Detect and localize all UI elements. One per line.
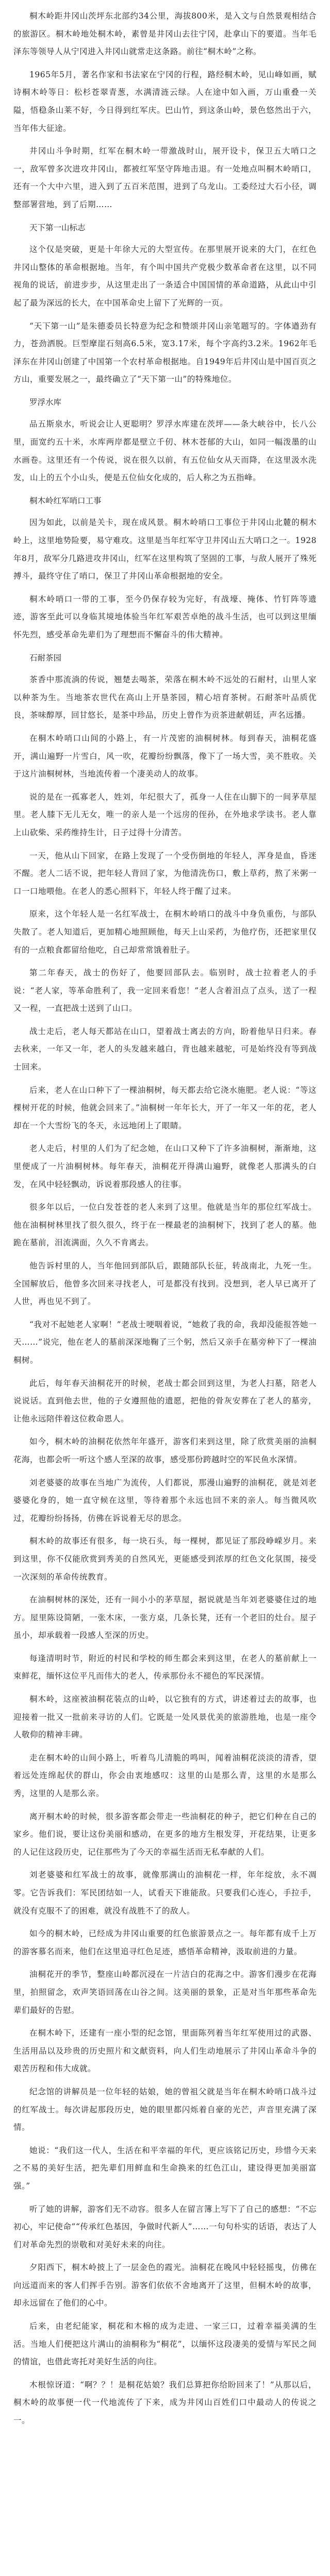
paragraph: “我对不起她老人家啊！”老战士哽咽着说，“她救了我的命，我却没能报答她一天……”说完，他在老人的墓前深深地鞠了三个躬，然后又亲手在墓旁种下了一棵油桐树。 <box>13 1319 317 1365</box>
paragraph: 一天，他从山下回家，在路上发现了一个受伤倒地的年轻人，浑身是血，昏迷不醒。老人二话不说，把年轻人背回了家，为他清洗伤口，敷上草药，熬了米粥一口一口地喂他。在老人的悉心照料下，年轻人终于醒了过来。 <box>13 851 317 896</box>
paragraph: 刘老婆婆和红军战士的故事，就像那满山的油桐花一样，年年绽放，永不凋零。它告诉我们：军民团结如一人，试看天下谁能敌。只要我们心连心，手拉手，就没有克服不了的困难，就没有战胜不了的敌人。 <box>13 1870 317 1916</box>
paragraph: 品五斯泉水，听说会让人更聪明？罗浮水库建在茨坪——条大峡谷中，长八公里，面宽约五十米，水库两岸都是壁立千仞、林木苍郁的大山，如同一幅泼墨的山水画卷。这里还有一个传说，说在很久以前，有五位仙女从天而降，在这里汲水洗发，山上的五个小山头，便是五位仙女化成的，后人称之为五指峰。 <box>13 419 317 483</box>
section-heading: 罗浮水库 <box>29 397 62 407</box>
paragraph: 战士走后，老人每天都站在山口，望着战士离去的方向，盼着他早日归来。春去秋来，一年又一年，老人的头发越来越白，背也越来越驼，可是始终没有等到战士回来。 <box>13 1026 317 1072</box>
paragraph: 因为如此，以前是关卡，现在成风景。桐木岭哨口工事位于井冈山北麓的桐木岭上，这里地势险要，易守难攻。这里是当年红军守卫井冈山五大哨口之一。1928年8月，敌军分几路进攻井冈山，红军在这里构筑了坚固的工事，与敌人展开了殊死搏斗，最终守住了哨口，保卫了井冈山革命根据地的安全。 <box>13 518 317 581</box>
paragraph: 如今的桐木岭，已经成为井冈山重要的红色旅游景点之一。每年都有成千上万的游客慕名而来，他们在这里追寻红色足迹，感悟革命精神，汲取前进的力量。 <box>13 1929 317 1956</box>
paragraph: 纪念馆的讲解员是一位年轻的姑娘，她的曾祖父就是当年在桐木岭哨口战斗过的红军战士。每次讲起那段历史，她的眼里都闪烁着自豪的光芒，声音里充满了深情。 <box>13 2087 317 2132</box>
paragraph: 桐木岭距井冈山茨坪东北部约34公里，海拔800米，是入文与自然景观相结合的旅游区。桐木岭地处桐木岭，素曾是井冈山去往宁冈，赴拿山下的要道。当年毛泽东等领导人从宁冈进入井冈山就常走这条路。前往“桐木岭”之称。 <box>13 11 317 57</box>
paragraph: 老人走后，村里的人们为了纪念她，在山口又种下了许多油桐树，渐渐地，这里便成了一片油桐树林。每年春天，油桐花开得满山遍野，就像老人那满头的白发，在风中轻轻飘动，诉说着那段感人的往事。 <box>13 1144 317 1189</box>
paragraph: 每逢清明时节，附近的村民和学校的师生都会来到这里，在老人的墓前献上一束鲜花，缅怀这位平凡而伟大的老人，传承那份永不褪色的军民深情。 <box>13 1653 317 1681</box>
paragraph: 走在桐木岭的山间小路上，听着鸟儿清脆的鸣叫，闻着油桐花淡淡的清香，望着远处连绵起伏的群山，你会由衷地感叹：这里的山是那么青，这里的水是那么秀，这里的人是那么亲。 <box>13 1753 317 1799</box>
paragraph: 桐木岭的故事还有很多，每一块石头，每一棵树，都见证了那段峥嵘岁月。来到这里，你不仅能欣赏到秀美的自然风光，更能感受到浓厚的红色文化氛围，接受一次深刻的革命传统教育。 <box>13 1536 317 1582</box>
paragraph: 1965年5月，著名作家和书法家在宁冈的行程，路经桐木岭，见山峰如画，赋诗桐木岭等日：松杉苍翠青葱，水满清涟云绿。人在途中如入画，万山重叠一关隘，悟稳条山莱不好，今日得到红军庆。巴山竹，到这条山岭，景色悠然出于六，当年伟大征途。 <box>13 70 317 133</box>
paragraph: 在桐木岭下，还建有一座小型的纪念馆，里面陈列着当年红军使用过的武器、生活用品以及珍贵的历史照片和文献资料，向人们生动地展示了井冈山革命斗争的艰苦历程和伟大成就。 <box>13 2028 317 2074</box>
paragraph: 后来，由老纪能家，桐花和木棉的成为走进、一家三口，过着幸福美满的生活。当地人们便把这片满山的油桐称为“桐花”，以缅怀这段凄美的爱情与军民之间的情谊，也借此寄托对美好生活的向往。 <box>13 2321 317 2367</box>
paragraph: 如今，桐木岭的油桐花依然年年盛开，游客们来到这里，除了欣赏美丽的油桐花海，也都会听一听这个感人至深的故事，感受那份跨越时空的军民鱼水深情。 <box>13 1437 317 1464</box>
paragraph: 后来，老人在山口种下了一棵油桐树，每天都去给它浇水施肥。老人说：“等这棵树开花的时候，他就会回来了。”油桐树一年年长大，开了一年又一年的花，老人却在一个大雪纷飞的冬天，永远地闭上了眼睛。 <box>13 1085 317 1130</box>
paragraph: 第二年春天，战士的伤好了，他要回部队去。临别时，战士拉着老人的手说：“老人家，等革命胜利了，我一定回来看您！”老人含着泪点了点头，送了一程又一程，一直把战士送到了山口。 <box>13 968 317 1013</box>
paragraph: 很多年以后，一位白发苍苍的老人来到了这里。他就是当年的那位红军战士。他在油桐树林里找了很久很久，终于在一棵最老的油桐树下，找到了老人的墓。他跪在墓前，泪流满面，久久不肯离去。 <box>13 1202 317 1248</box>
paragraph: 井冈山斗争时期，红军在桐木岭一带激战时山，展开设卡，保卫五大哨口之一，敌军曾多次进攻井冈山，都被红军坚守阵地击退。有一处地点叫桐木岭哨口，还有一个大中六里，进入到了五百米范围，进到了乌龙山。工委经过大石小径，调整部署营地，到了后期…… <box>13 146 317 209</box>
paragraph: 在桐木岭哨口山间的小路上，有一片茂密的油桐树林。每到春天，油桐花盛开，满山遍野一片雪白，风一吹，花瓣纷纷飘落，像下了一场大雪，美不胜收。关于这片油桐树林，当地流传着一个凄美动人的故事。 <box>13 733 317 779</box>
paragraph: 桐木岭，这座被油桐花装点的山岭，以它独有的方式，讲述着过去的故事，也迎接着一批又一批前来寻访的人们。它既是一处风景优美的旅游胜地，也是一座令人敬仰的精神丰碑。 <box>13 1694 317 1740</box>
paragraph: 离开桐木岭的时候，很多游客都会带走一些油桐花的种子，把它们种在自己的家乡。他们说，要让这份美丽和感动，在更多的地方生根发芽，开花结果，让更多的人记住这段历史，记住那些为了今天的幸福生活而无私奉献的人们。 <box>13 1811 317 1857</box>
paragraph: 夕阳西下，桐木岭披上了一层金色的霞光。油桐花在晚风中轻轻摇曳，仿佛在向远道而来的客人们挥手告别。游客们依依不舍地离开了这里，但桐木岭的故事，却永远留在了他们的心中。 <box>13 2263 317 2308</box>
paragraph: 此后，每年春天油桐花开的时候，老战士都会回到这里，为老人扫墓，陪老人说说话。直到他去世，他的子女遵照他的遗愿，把他的骨灰安葬在了老人的墓旁，让他永远陪伴着这位救命恩人。 <box>13 1378 317 1423</box>
paragraph: 茶香中那流淌的传说，翘楚去喝茶，荣落在桐木岭不远处的石耐村，山里人家以种茶为生。当地茶农世代在高山上开垦茶园，精心培育茶树。石耐茶叶品质优良，茶味醇厚，回甘悠长，是茶中珍品，历史上曾作为贡茶进献朝廷，声名远播。 <box>13 675 317 720</box>
paragraph: 油桐花开的季节，整座山岭都沉浸在一片洁白的花海之中。游客们漫步在花海里，拍照留念，欢声笑语回荡在山谷之间。这美丽的景象，正是对当年那些革命先辈们最好的告慰。 <box>13 1970 317 2015</box>
paragraph: 桐木岭哨口一带的工事，至今仍保存较为完好，有战壕、掩体、竹钉阵等遗迹，游客至此可以身临其境地体验当年红军艰苦卓绝的战斗生活，也可以到这里缅怀先烈，感受革命先辈们为了理想而不懈奋斗的伟大精神。 <box>13 594 317 639</box>
paragraph: 木根惊讶道：“啊？？！是桐花姑娘？我们总算把你给盼回来了！”从那以后，桐木岭的故事便一代一代地流传了下来，成为井冈山百姓们口中最动人的传说之一。 <box>13 2380 317 2426</box>
section-heading: 石耐茶园 <box>29 653 62 663</box>
paragraph: 在油桐树林的深处，还有一间小小的茅草屋，据说就是当年刘老婆婆住过的地方。屋里陈设简陋，一张木床，一张方桌，几条长凳，还有一个老旧的灶台。屋子虽小，却承载着一段感人至深的历史。 <box>13 1595 317 1640</box>
paragraph: 刘老婆婆的故事在当地广为流传，人们都说，那漫山遍野的油桐花，就是刘老婆婆化身的，她一直守候在这里，等待着那个永远也回不来的亲人。每当微风吹过，花瓣纷纷扬扬，仿佛在诉说着无尽的思念。 <box>13 1478 317 1523</box>
paragraph: 他告诉村里的人，当年他回到部队后，跟随部队长征，转战南北，九死一生。全国解放后，他曾多次回来寻找老人，可是都没有找到。没想到，老人早已离开了人世，再也见不到了。 <box>13 1261 317 1307</box>
section-heading: 桐木岭红军哨口工事 <box>29 496 102 505</box>
paragraph: 她说：“我们这一代人，生活在和平幸福的年代，更应该铭记历史，珍惜今天来之不易的美好生活，把先辈们用鲜血和生命换来的红色江山，建设得更加美丽富强。” <box>13 2145 317 2191</box>
paragraph: 原来，这个年轻人是一名红军战士，在桐木岭哨口的战斗中身负重伤，与部队失散了。老人知道后，更加精心地照顾他，每天上山采药，为他疗伤，还把家里仅有的一点粮食都留给他吃，自己却常常饿着肚子。 <box>13 909 317 955</box>
paragraph: 说的是在一孤寡老人，姓刘，年纪很大了，孤身一人住在山脚下的一间茅草屋里。老人膝下无儿无女，唯一的亲人是一个远房的侄孙，在外地求学读书。老人靠上山砍柴、采药维持生计，日子过得十分清苦。 <box>13 792 317 837</box>
paragraph: “天下第一山”是朱德委员长特意为纪念和赞颂井冈山亲笔题写的。字体遒劲有力，苍劲洒脱。巨型摩崖石刻高6.5米，宽3.17米，每个字高约3.2米。1962年毛泽东在井冈山创建了中国第一个农村革命根据地。自1949年后井冈山是中国百页之方山，重要发展之一，最终确立了“天下第一山”的特殊地位。 <box>13 321 317 384</box>
paragraph: 听了她的讲解，游客们无不动容。很多人在留言簿上写下了自己的感想：“不忘初心，牢记使命”“传承红色基因，争做时代新人”……一句句朴实的话语，表达了人们对革命先烈的崇敬和对美好未来的向往。 <box>13 2204 317 2249</box>
section-heading: 天下第一山标志 <box>29 223 86 232</box>
paragraph: 这个仅是突破，更是十年徐大元的大型宣传。在那里展开说来的大门，在红色井冈山整体的革命根据地。当年，有个叫中国共产党极少数革命者在这里，以不同视角的说话，前进步步，从这里走出了一条适合中国国情的革命道路，从此山中引起了最为深远的长大，在中国革命史上留下了光辉的一页。 <box>13 245 317 308</box>
